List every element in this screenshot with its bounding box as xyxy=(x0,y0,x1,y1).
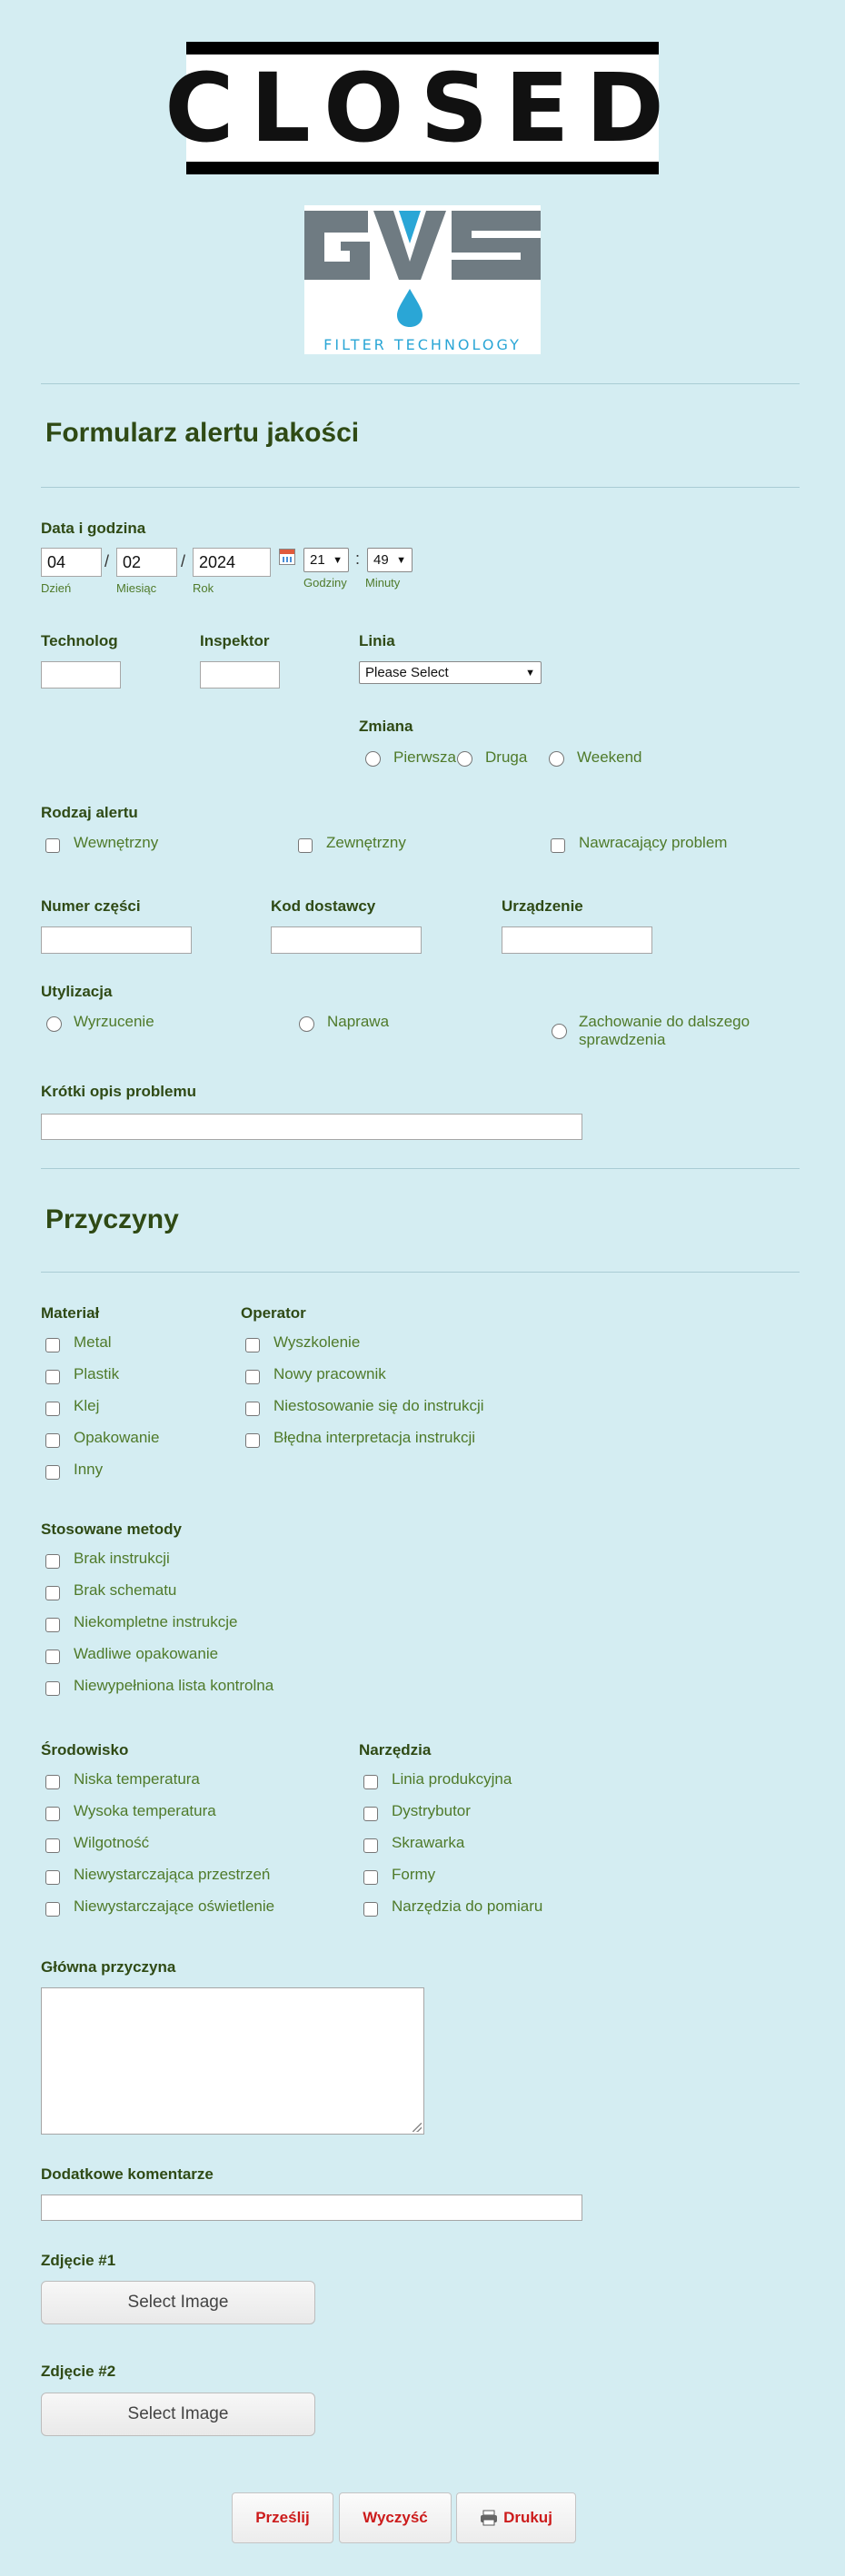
form-title: Formularz alertu jakości xyxy=(45,418,360,448)
day-sublabel: Dzień xyxy=(41,581,72,595)
inspektor-input[interactable] xyxy=(200,661,280,689)
zmiana-radio-druga[interactable] xyxy=(457,751,472,767)
time-separator: : xyxy=(355,550,361,568)
srodowisko-option-label: Wysoka temperatura xyxy=(74,1802,216,1819)
hour-value: 21 xyxy=(310,552,325,568)
utylizacja-option-label: Zachowanie do dalszego sprawdzenia xyxy=(579,1013,751,1048)
srodowisko-option-label: Niska temperatura xyxy=(74,1770,200,1788)
rodzaj-alertu-label: Rodzaj alertu xyxy=(41,804,138,821)
minute-select[interactable] xyxy=(367,548,413,572)
material-option-label: Klej xyxy=(74,1397,100,1414)
linia-value: Please Select xyxy=(365,665,449,680)
datetime-label: Data i godzina xyxy=(41,520,146,537)
operator-checkbox[interactable] xyxy=(245,1338,260,1352)
srodowisko-option-label: Wilgotność xyxy=(74,1834,150,1851)
numer-czesci-input[interactable] xyxy=(41,926,192,954)
causes-title: Przyczyny xyxy=(45,1204,179,1234)
narzedzia-option-label: Dystrybutor xyxy=(392,1802,471,1819)
divider xyxy=(41,383,800,384)
submit-button[interactable]: Prześlij xyxy=(232,2492,333,2543)
calendar-icon[interactable] xyxy=(279,549,295,565)
zmiana-radio-weekend[interactable] xyxy=(549,751,564,767)
gvs-logo-mark xyxy=(304,205,541,332)
operator-option-label: Wyszkolenie xyxy=(273,1333,361,1351)
metody-option-label: Wadliwe opakowanie xyxy=(74,1645,219,1662)
narzedzia-option-label: Skrawarka xyxy=(392,1834,465,1851)
hour-select[interactable] xyxy=(303,548,349,572)
operator-option-label: Nowy pracownik xyxy=(273,1365,386,1382)
day-input[interactable] xyxy=(41,548,102,577)
date-separator: / xyxy=(181,552,186,570)
metody-option-label: Brak schematu xyxy=(74,1581,177,1599)
opis-input[interactable] xyxy=(41,1114,582,1140)
narzedzia-checkbox[interactable] xyxy=(363,1775,378,1789)
operator-checkbox[interactable] xyxy=(245,1433,260,1448)
divider xyxy=(41,487,800,488)
print-button[interactable] xyxy=(456,2492,576,2543)
narzedzia-checkbox[interactable] xyxy=(363,1870,378,1885)
utylizacja-option-label: Naprawa xyxy=(327,1013,390,1030)
printer-icon xyxy=(480,2510,498,2526)
chevron-down-icon: ▼ xyxy=(333,554,343,566)
zdjecie1-label: Zdjęcie #1 xyxy=(41,2252,116,2269)
material-option-label: Plastik xyxy=(74,1365,120,1382)
srodowisko-option-label: Niewystarczające oświetlenie xyxy=(74,1897,275,1915)
month-input[interactable] xyxy=(116,548,177,577)
operator-label: Operator xyxy=(241,1304,306,1322)
print-button-label: Drukuj xyxy=(503,2509,552,2526)
metody-option-label: Niekompletne instrukcje xyxy=(74,1613,238,1630)
metody-option-label: Niewypełniona lista kontrolna xyxy=(74,1677,274,1694)
metody-checkbox[interactable] xyxy=(45,1681,60,1696)
year-sublabel: Rok xyxy=(193,581,214,595)
rodzaj-checkbox-wewnetrzny[interactable] xyxy=(45,838,60,853)
year-input[interactable] xyxy=(193,548,271,577)
month-sublabel: Miesiąc xyxy=(116,581,157,595)
operator-option-label: Niestosowanie się do instrukcji xyxy=(273,1397,484,1414)
minute-sublabel: Minuty xyxy=(365,576,401,590)
date-separator: / xyxy=(104,552,110,570)
numer-czesci-label: Numer części xyxy=(41,897,141,915)
narzedzia-checkbox[interactable] xyxy=(363,1838,378,1853)
srodowisko-checkbox[interactable] xyxy=(45,1775,60,1789)
rodzaj-checkbox-nawracajacy[interactable] xyxy=(551,838,565,853)
divider xyxy=(41,1272,800,1273)
narzedzia-checkbox[interactable] xyxy=(363,1902,378,1917)
urzadzenie-label: Urządzenie xyxy=(502,897,583,915)
zmiana-radio-pierwsza[interactable] xyxy=(365,751,381,767)
divider xyxy=(41,1168,800,1169)
rodzaj-option-label: Zewnętrzny xyxy=(326,834,406,851)
utylizacja-radio-zachowanie[interactable] xyxy=(552,1024,567,1039)
material-option-label: Metal xyxy=(74,1333,112,1351)
srodowisko-option-label: Niewystarczająca przestrzeń xyxy=(74,1866,271,1883)
glowna-przyczyna-textarea[interactable] xyxy=(41,1987,424,2135)
narzedzia-option-label: Linia produkcyjna xyxy=(392,1770,512,1788)
chevron-down-icon: ▼ xyxy=(525,667,535,679)
rodzaj-option-label: Wewnętrzny xyxy=(74,834,159,851)
utylizacja-option-label: Wyrzucenie xyxy=(74,1013,154,1030)
technolog-label: Technolog xyxy=(41,632,118,649)
technolog-input[interactable] xyxy=(41,661,121,689)
select-image-button-1[interactable]: Select Image xyxy=(41,2281,315,2324)
metody-checkbox[interactable] xyxy=(45,1650,60,1664)
utylizacja-radio-wyrzucenie[interactable] xyxy=(46,1016,62,1032)
narzedzia-checkbox[interactable] xyxy=(363,1807,378,1821)
kod-dostawcy-input[interactable] xyxy=(271,926,422,954)
chevron-down-icon: ▼ xyxy=(396,554,406,566)
zmiana-option-label: Druga xyxy=(485,748,528,766)
closed-banner xyxy=(164,42,681,174)
zmiana-option-label: Pierwsza xyxy=(393,748,456,766)
glowna-przyczyna-label: Główna przyczyna xyxy=(41,1958,176,1976)
komentarze-input[interactable] xyxy=(41,2195,582,2221)
logo-tagline: FILTER TECHNOLOGY xyxy=(323,336,522,353)
opis-label: Krótki opis problemu xyxy=(41,1083,196,1100)
closed-banner-text: CLOSED xyxy=(164,53,681,163)
material-label: Materiał xyxy=(41,1304,100,1322)
urzadzenie-input[interactable] xyxy=(502,926,652,954)
material-checkbox[interactable] xyxy=(45,1433,60,1448)
material-checkbox[interactable] xyxy=(45,1370,60,1384)
metody-label: Stosowane metody xyxy=(41,1521,182,1538)
rodzaj-checkbox-zewnetrzny[interactable] xyxy=(298,838,313,853)
inspektor-label: Inspektor xyxy=(200,632,270,649)
srodowisko-checkbox[interactable] xyxy=(45,1807,60,1821)
srodowisko-checkbox[interactable] xyxy=(45,1870,60,1885)
material-checkbox[interactable] xyxy=(45,1465,60,1480)
linia-select[interactable] xyxy=(359,661,542,684)
zmiana-option-label: Weekend xyxy=(577,748,642,766)
narzedzia-option-label: Narzędzia do pomiaru xyxy=(392,1897,543,1915)
select-image-button-2[interactable]: Select Image xyxy=(41,2393,315,2436)
utylizacja-radio-naprawa[interactable] xyxy=(299,1016,314,1032)
minute-value: 49 xyxy=(373,552,389,568)
clear-button[interactable]: Wyczyść xyxy=(339,2492,452,2543)
srodowisko-checkbox[interactable] xyxy=(45,1838,60,1853)
material-checkbox[interactable] xyxy=(45,1338,60,1352)
metody-checkbox[interactable] xyxy=(45,1618,60,1632)
kod-dostawcy-label: Kod dostawcy xyxy=(271,897,376,915)
srodowisko-checkbox[interactable] xyxy=(45,1902,60,1917)
utylizacja-label: Utylizacja xyxy=(41,983,113,1000)
metody-checkbox[interactable] xyxy=(45,1586,60,1600)
narzedzia-option-label: Formy xyxy=(392,1866,436,1883)
resize-handle-icon[interactable] xyxy=(413,2123,422,2132)
material-option-label: Inny xyxy=(74,1461,104,1478)
metody-checkbox[interactable] xyxy=(45,1554,60,1569)
operator-checkbox[interactable] xyxy=(245,1370,260,1384)
rodzaj-option-label: Nawracający problem xyxy=(579,834,728,851)
komentarze-label: Dodatkowe komentarze xyxy=(41,2165,214,2183)
material-checkbox[interactable] xyxy=(45,1402,60,1416)
linia-label: Linia xyxy=(359,632,395,649)
srodowisko-label: Środowisko xyxy=(41,1741,129,1759)
gvs-logo xyxy=(304,205,541,354)
zmiana-label: Zmiana xyxy=(359,718,413,735)
narzedzia-label: Narzędzia xyxy=(359,1741,432,1759)
operator-option-label: Błędna interpretacja instrukcji xyxy=(273,1429,476,1446)
material-option-label: Opakowanie xyxy=(74,1429,160,1446)
operator-checkbox[interactable] xyxy=(245,1402,260,1416)
metody-option-label: Brak instrukcji xyxy=(74,1550,170,1567)
hour-sublabel: Godziny xyxy=(303,576,347,590)
zdjecie2-label: Zdjęcie #2 xyxy=(41,2363,116,2380)
